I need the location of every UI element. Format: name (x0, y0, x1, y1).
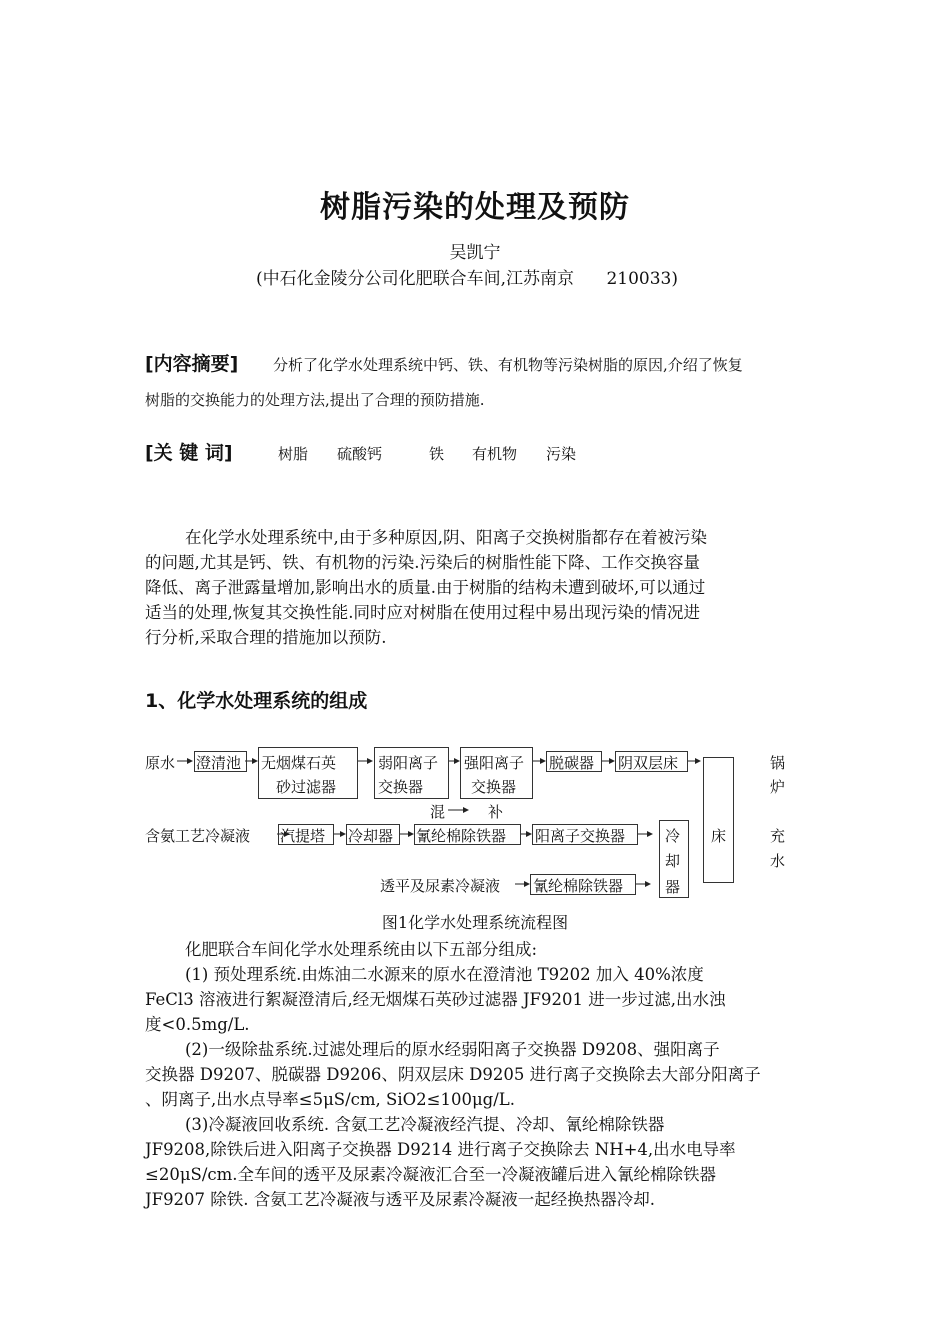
affiliation: (中石化金陵分公司化肥联合车间,江苏南京 210033) (256, 269, 678, 289)
paper-title: 树脂污染的处理及预防 (320, 190, 630, 225)
flow-box-iron-remover-1 (414, 824, 521, 845)
flow-box-cation-exchanger (532, 824, 638, 845)
flow-box-iron-remover-2 (530, 874, 636, 895)
flow-box-clarifier (194, 751, 247, 772)
flow-label: 器 (665, 878, 681, 896)
text-line: 适当的处理,恢复其交换性能.同时应对树脂在使用过程中易出现污染的情况进 (145, 603, 700, 622)
text-line: 行分析,采取合理的措施加以预防. (145, 628, 387, 647)
flow-label: 砂过滤器 (276, 778, 337, 796)
keyword: 有机物 (472, 445, 518, 463)
abstract-line-1: 分析了化学水处理系统中钙、铁、有机物等污染树脂的原因,介绍了恢复 (273, 356, 743, 374)
keyword: 树脂 (278, 445, 309, 463)
flow-label: 阴双层床 (618, 754, 679, 772)
flow-label: 氰纶棉除铁器 (416, 827, 507, 845)
text-line: 化肥联合车间化学水处理系统由以下五部分组成: (185, 940, 538, 959)
author: 吴凯宁 (449, 243, 501, 263)
flow-box-filter (258, 747, 358, 799)
flow-label: 交换器 (471, 778, 517, 796)
text-line: FeCl3 溶液进行絮凝澄清后,经无烟煤石英砂过滤器 JF9201 进一步过滤,出水浊 (145, 990, 726, 1009)
text-line: ≤20μS/cm.全车间的透平及尿素冷凝液汇合至一冷凝液罐后进入氰纶棉除铁器 (145, 1165, 717, 1184)
flow-box-decarbonizer (546, 751, 602, 772)
section-heading: 1、化学水处理系统的组成 (145, 690, 368, 712)
text-line: 的问题,尤其是钙、铁、有机物的污染.污染后的树脂性能下降、工作交换容量 (145, 553, 700, 572)
keyword: 铁 (429, 445, 445, 463)
flow-label: 阳离子交换器 (535, 827, 626, 845)
flow-box-stripper (278, 824, 334, 845)
flow-label: 强阳离子 (464, 754, 525, 772)
flow-box-anion-bed (615, 751, 688, 772)
text-line: JF9208,除铁后进入阳离子交换器 D9214 进行离子交换除去 NH+4,出水电导率 (145, 1140, 736, 1159)
flow-box-bed (703, 757, 734, 883)
flow-label: 交换器 (378, 778, 424, 796)
flow-label: 锅 (770, 754, 786, 772)
flow-label: 弱阳离子 (378, 754, 439, 772)
flow-label: 澄清池 (196, 754, 242, 772)
text-line: JF9207 除铁. 含氨工艺冷凝液与透平及尿素冷凝液一起经换热器冷却. (145, 1190, 656, 1209)
flow-label: 混 (430, 803, 446, 821)
flow-label: 炉 (770, 778, 786, 796)
text-line: 度<0.5mg/L. (145, 1015, 250, 1034)
flow-label: 含氨工艺冷凝液 (145, 827, 251, 845)
figure-caption: 图1化学水处理系统流程图 (381, 913, 569, 932)
text-line: 、阴离子,出水点导率≤5μS/cm, SiO2≤100μg/L. (145, 1090, 516, 1109)
flow-label: 补 (488, 803, 504, 821)
text-line: (3)冷凝液回收系统. 含氨工艺冷凝液经汽提、冷却、氰纶棉除铁器 (185, 1115, 665, 1134)
flow-label: 原水 (145, 754, 176, 772)
flow-label: 无烟煤石英 (261, 754, 337, 772)
flow-label: 氰纶棉除铁器 (533, 877, 624, 895)
text-line: (1) 预处理系统.由炼油二水源来的原水在澄清池 T9202 加入 40%浓度 (185, 965, 704, 984)
abstract-line-2: 树脂的交换能力的处理方法,提出了合理的预防措施. (145, 391, 485, 409)
text-line: 交换器 D9207、脱碳器 D9206、阴双层床 D9205 进行离子交换除去大部分阳离子 (145, 1065, 761, 1084)
flow-label: 脱碳器 (549, 754, 595, 772)
flow-label: 床 (711, 827, 727, 845)
flow-label: 水 (770, 852, 786, 870)
text-line: (2)一级除盐系统.过滤处理后的原水经弱阳离子交换器 D9208、强阳离子 (185, 1040, 720, 1059)
flow-label: 冷却器 (348, 827, 394, 845)
flow-label: 充 (770, 827, 786, 845)
flow-box-weak-cation (374, 747, 449, 799)
keyword: 污染 (546, 445, 577, 463)
text-line: 降低、离子泄露量增加,影响出水的质量.由于树脂的结构未遭到破坏,可以通过 (145, 578, 706, 597)
keywords-label: [关 键 词] (145, 442, 233, 464)
flow-label: 却 (665, 852, 681, 870)
flow-label: 汽提塔 (280, 827, 326, 845)
flow-box-strong-cation (460, 747, 533, 799)
keyword: 硫酸钙 (337, 445, 383, 463)
text-line: 在化学水处理系统中,由于多种原因,阴、阳离子交换树脂都存在着被污染 (185, 528, 707, 547)
flow-label: 冷 (665, 827, 681, 845)
flow-box-cooler (346, 824, 400, 845)
flow-box-cooler-vertical (659, 820, 689, 898)
abstract-label: [内容摘要] (145, 353, 239, 375)
flow-label: 透平及尿素冷凝液 (380, 877, 501, 895)
